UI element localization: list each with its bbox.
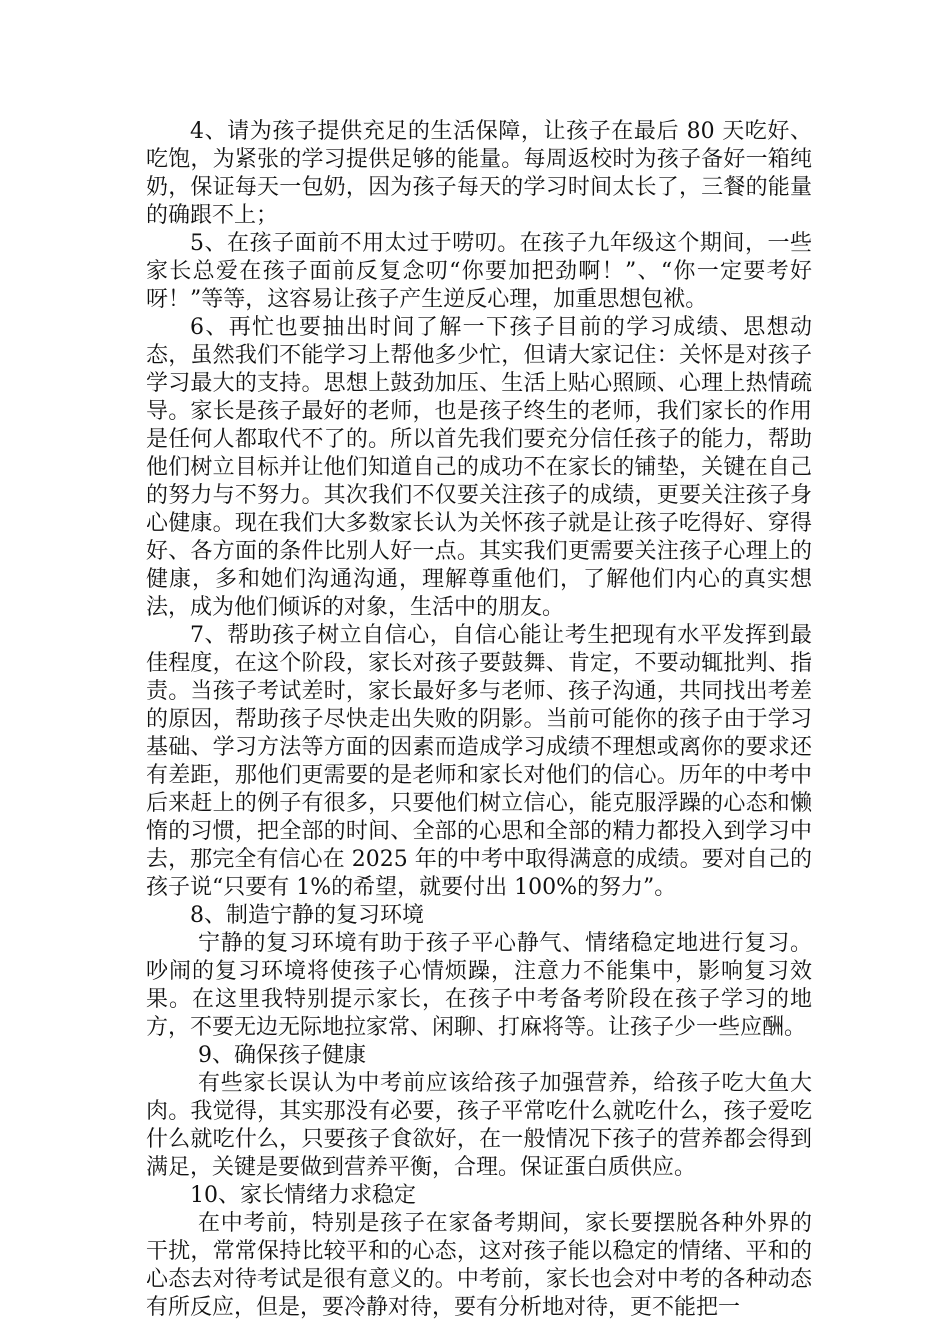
section-heading-9: 9、确保孩子健康 <box>198 1043 366 1068</box>
document-page <box>146 118 812 1322</box>
paragraph-body-10: 在中考前，特别是孩子在家备考期间，家长要摆脱各种外界的干扰，常常保持比较平和的心态，这对孩子能以稳定的情绪、平和的心态去对待考试是很有意义的。中考前，家长也会对中考的各种动态有所反应，但是，要冷静对待，要有分析地对待，更不能把一 <box>146 1211 812 1320</box>
section-heading-10: 10、家长情绪力求稳定 <box>190 1183 416 1208</box>
paragraph-item-4: 4、请为孩子提供充足的生活保障，让孩子在最后 80 天吃好、吃饱，为紧张的学习提供足够的能量。每周返校时为孩子备好一箱纯奶，保证每天一包奶，因为孩子每天的学习时间太长了，三餐的能量的确跟不上； <box>146 119 812 228</box>
paragraph-body-9: 有些家长误认为中考前应该给孩子加强营养，给孩子吃大鱼大肉。我觉得，其实那没有必要，孩子平常吃什么就吃什么，孩子爱吃什么就吃什么，只要孩子食欲好，在一般情况下孩子的营养都会得到满足，关键是要做到营养平衡，合理。保证蛋白质供应。 <box>146 1071 812 1180</box>
paragraph-item-6: 6、再忙也要抽出时间了解一下孩子目前的学习成绩、思想动态，虽然我们不能学习上帮他多少忙，但请大家记住：关怀是对孩子学习最大的支持。思想上鼓劲加压、生活上贴心照顾、心理上热情疏导。家长是孩子最好的老师，也是孩子终生的老师，我们家长的作用是任何人都取代不了的。所以首先我们要充分信任孩子的能力，帮助他们树立目标并让他们知道自己的成功不在家长的铺垫，关键在自己的努力与不努力。其次我们不仅要关注孩子的成绩，更要关注孩子身心健康。现在我们大多数家长认为关怀孩子就是让孩子吃得好、穿得好、各方面的条件比别人好一点。其实我们更需要关注孩子心理上的健康，多和她们沟通沟通，理解尊重他们，了解他们内心的真实想法，成为他们倾诉的对象，生活中的朋友。 <box>146 315 812 620</box>
paragraph-item-7: 7、帮助孩子树立自信心，自信心能让考生把现有水平发挥到最佳程度，在这个阶段，家长对孩子要鼓舞、肯定，不要动辄批判、指责。当孩子考试差时，家长最好多与老师、孩子沟通，共同找出考差的原因，帮助孩子尽快走出失败的阴影。当前可能你的孩子由于学习基础、学习方法等方面的因素而造成学习成绩不理想或离你的要求还有差距，那他们更需要的是老师和家长对他们的信心。历年的中考中后来赶上的例子有很多，只要他们树立信心，能克服浮躁的心态和懒惰的习惯，把全部的时间、全部的心思和全部的精力都投入到学习中去，那完全有信心在 2025 年的中考中取得满意的成绩。要对自己的孩子说“只要有 1%的希望，就要付出 100%的努力”。 <box>146 623 812 900</box>
section-heading-8: 8、制造宁静的复习环境 <box>190 903 424 928</box>
paragraph-body-8: 宁静的复习环境有助于孩子平心静气、情绪稳定地进行复习。吵闹的复习环境将使孩子心情烦躁，注意力不能集中，影响复习效果。在这里我特别提示家长，在孩子中考备考阶段在孩子学习的地方，不要无边无际地拉家常、闲聊、打麻将等。让孩子少一些应酬。 <box>146 931 812 1040</box>
paragraph-item-5: 5、在孩子面前不用太过于唠叨。在孩子九年级这个期间，一些家长总爱在孩子面前反复念叨“你要加把劲啊！”、“你一定要考好呀！”等等，这容易让孩子产生逆反心理，加重思想包袱。 <box>146 231 812 312</box>
